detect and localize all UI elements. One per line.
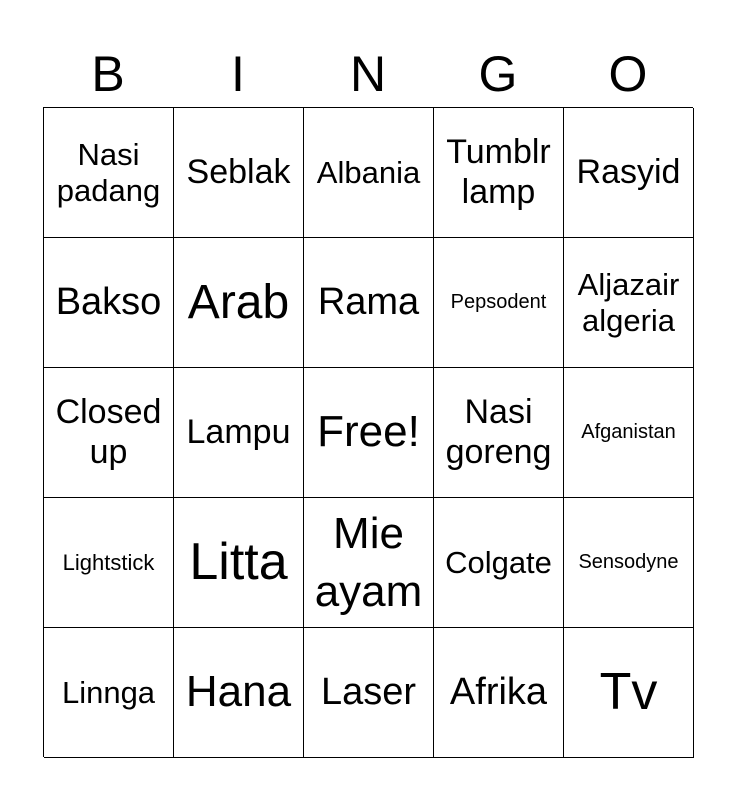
- free-space[interactable]: [304, 368, 434, 498]
- cell-label: Linnga: [61, 674, 156, 710]
- cell-label: Mie ayam: [314, 509, 423, 616]
- bingo-cell[interactable]: [564, 628, 694, 758]
- bingo-cell[interactable]: [434, 498, 564, 628]
- bingo-board: [43, 107, 693, 757]
- cell-label: Bakso: [55, 280, 162, 323]
- bingo-cell[interactable]: [304, 238, 434, 368]
- cell-label: Nasi padang: [56, 136, 161, 208]
- bingo-cell[interactable]: [44, 628, 174, 758]
- bingo-cell[interactable]: [304, 498, 434, 628]
- cell-label: Nasi goreng: [445, 393, 552, 471]
- bingo-cell[interactable]: [44, 108, 174, 238]
- header-letter-b: B: [91, 46, 125, 102]
- cell-label: Closed up: [55, 393, 162, 471]
- cell-label: Tumblr lamp: [446, 133, 551, 211]
- bingo-cell[interactable]: [564, 368, 694, 498]
- header-letter-n: N: [349, 46, 387, 102]
- cell-label: Litta: [189, 532, 288, 591]
- header-letter-i: I: [231, 46, 245, 102]
- cell-label: Pepsodent: [450, 291, 547, 313]
- cell-label: Seblak: [186, 152, 291, 191]
- cell-label: Colgate: [445, 544, 552, 580]
- cell-label: Rasyid: [576, 152, 681, 191]
- bingo-cell[interactable]: [564, 238, 694, 368]
- bingo-cell[interactable]: [44, 498, 174, 628]
- bingo-header: [43, 40, 693, 108]
- bingo-cell[interactable]: [174, 368, 304, 498]
- cell-label: Afganistan: [581, 421, 676, 443]
- cell-label: Rama: [317, 280, 420, 323]
- bingo-cell[interactable]: [174, 498, 304, 628]
- bingo-cell[interactable]: [434, 628, 564, 758]
- bingo-cell[interactable]: [434, 238, 564, 368]
- bingo-cell[interactable]: [304, 628, 434, 758]
- bingo-cell[interactable]: [304, 108, 434, 238]
- bingo-cell[interactable]: [434, 368, 564, 498]
- header-letter-g: G: [478, 46, 518, 102]
- bingo-cell[interactable]: [174, 108, 304, 238]
- cell-label: Laser: [320, 670, 417, 713]
- bingo-cell[interactable]: [434, 108, 564, 238]
- cell-label: Sensodyne: [578, 551, 679, 573]
- cell-label: Lampu: [186, 412, 291, 451]
- cell-label: Tv: [599, 662, 658, 721]
- bingo-cell[interactable]: [44, 238, 174, 368]
- cell-label: Free!: [317, 407, 420, 457]
- cell-label: Afrika: [449, 670, 548, 713]
- bingo-cell[interactable]: [174, 628, 304, 758]
- bingo-cell[interactable]: [44, 368, 174, 498]
- cell-label: Albania: [316, 154, 421, 190]
- cell-label: Hana: [185, 667, 292, 717]
- cell-label: Aljazair algeria: [577, 266, 680, 338]
- cell-label: Lightstick: [62, 549, 155, 575]
- header-letter-o: O: [608, 46, 648, 102]
- bingo-cell[interactable]: [174, 238, 304, 368]
- cell-label: Arab: [187, 275, 290, 329]
- bingo-cell[interactable]: [564, 108, 694, 238]
- bingo-cell[interactable]: [564, 498, 694, 628]
